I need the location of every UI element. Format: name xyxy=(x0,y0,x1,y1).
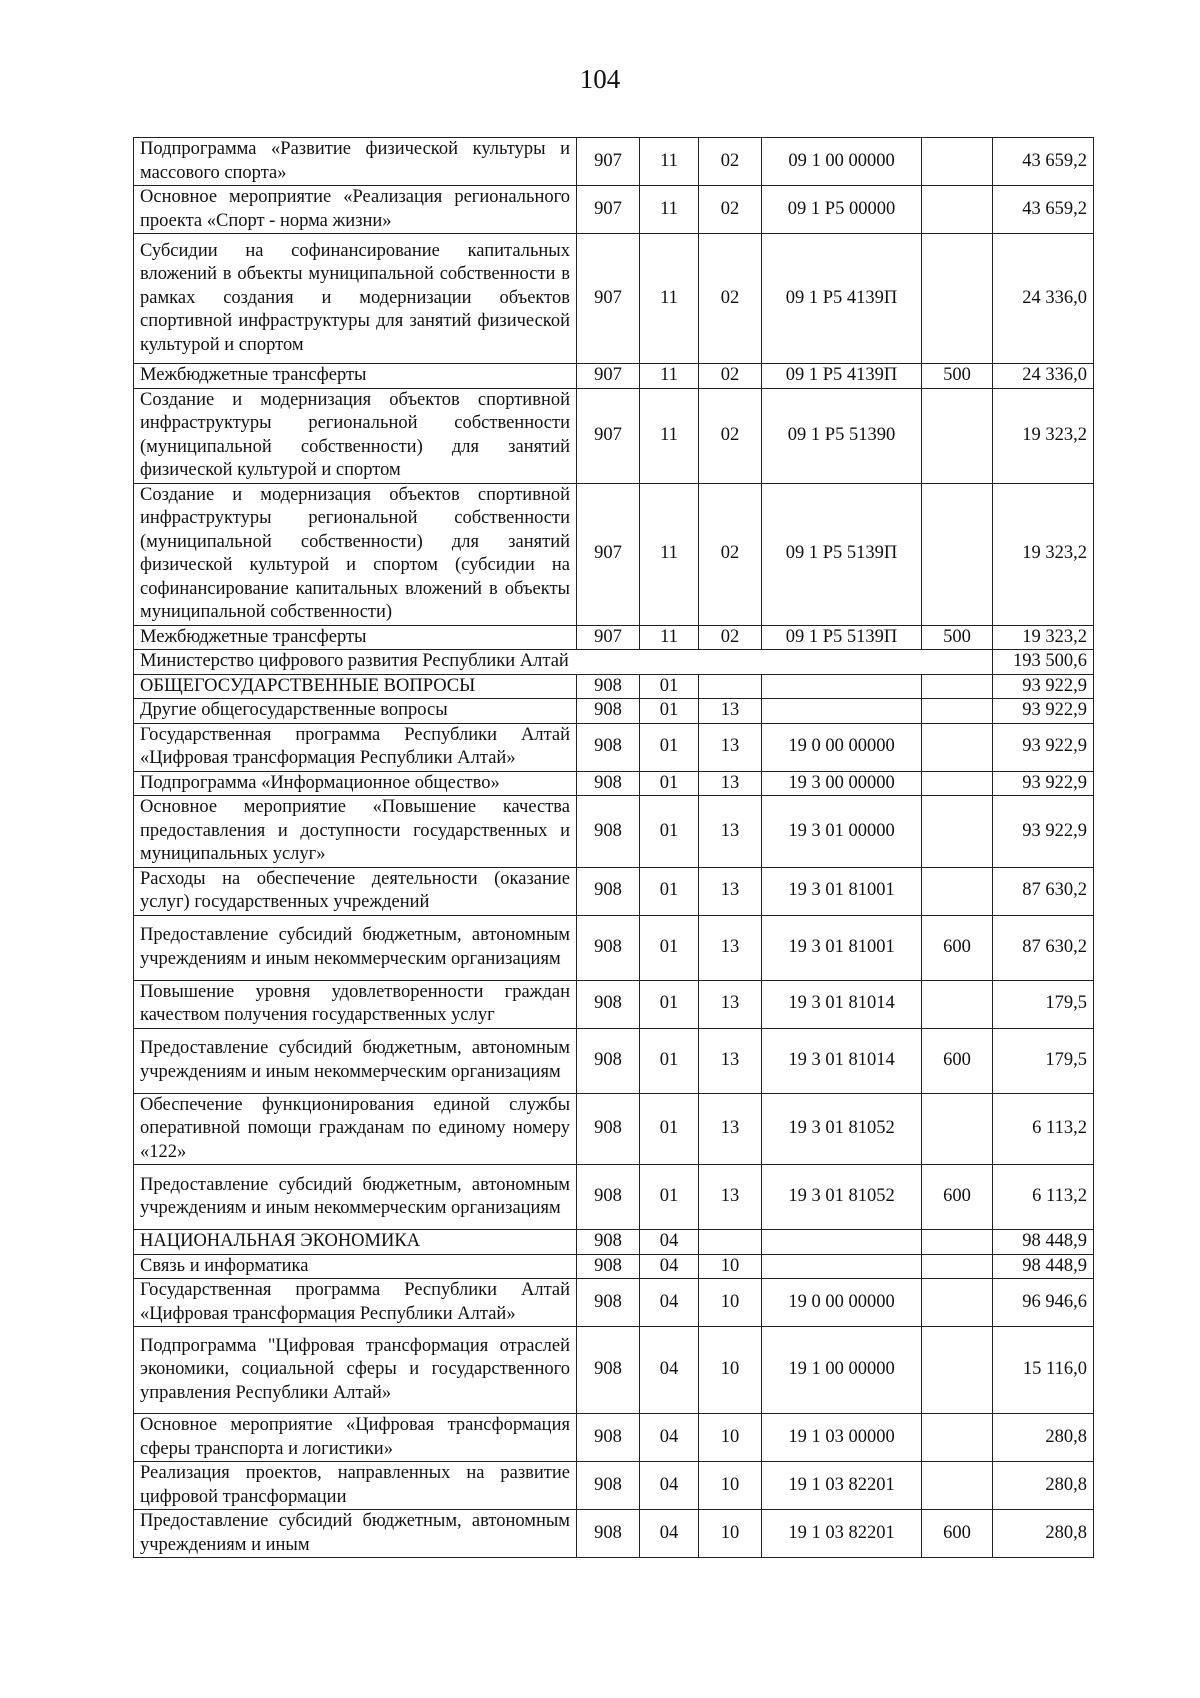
section-cell: 04 xyxy=(640,1230,699,1255)
table-row xyxy=(134,186,1094,234)
ministry-cell: 907 xyxy=(577,138,640,186)
target-article-cell: 09 1 P5 00000 xyxy=(762,186,922,234)
ministry-cell: 907 xyxy=(577,364,640,389)
section-cell: 04 xyxy=(640,1510,699,1558)
table-row xyxy=(134,1279,1094,1327)
subsection-cell: 02 xyxy=(699,388,762,483)
ministry-cell: 908 xyxy=(577,1254,640,1279)
expense-type-cell xyxy=(922,1462,993,1510)
ministry-cell: 908 xyxy=(577,1510,640,1558)
subsection-cell: 10 xyxy=(699,1414,762,1462)
row-name-cell: Расходы на обеспечение деятельности (оказание услуг) государственных учреждений xyxy=(134,867,577,915)
table-row xyxy=(134,1230,1094,1255)
table-row xyxy=(134,650,1094,675)
amount-cell: 24 336,0 xyxy=(993,364,1094,389)
row-name-cell: Создание и модернизация объектов спортивной инфраструктуры региональной собственности (муниципальной собственности) для занятий физической культурой и спортом (субсидии на софинансирование капитальных вложений в объекты муниципальной собственности) xyxy=(134,483,577,625)
amount-cell: 43 659,2 xyxy=(993,186,1094,234)
amount-cell: 6 113,2 xyxy=(993,1093,1094,1165)
target-article-cell: 19 3 01 81014 xyxy=(762,1028,922,1093)
target-article-cell xyxy=(762,699,922,724)
ministry-cell: 908 xyxy=(577,867,640,915)
subsection-cell: 13 xyxy=(699,915,762,980)
subsection-cell: 02 xyxy=(699,186,762,234)
section-cell: 01 xyxy=(640,796,699,868)
table-row xyxy=(134,1462,1094,1510)
target-article-cell: 19 3 01 81014 xyxy=(762,980,922,1028)
subsection-cell: 02 xyxy=(699,364,762,389)
section-cell: 11 xyxy=(640,234,699,364)
table-row xyxy=(134,699,1094,724)
amount-cell: 280,8 xyxy=(993,1510,1094,1558)
target-article-cell xyxy=(762,1230,922,1255)
amount-cell: 93 922,9 xyxy=(993,796,1094,868)
row-name-cell: Связь и информатика xyxy=(134,1254,577,1279)
table-row xyxy=(134,796,1094,868)
section-cell: 04 xyxy=(640,1462,699,1510)
target-article-cell: 09 1 P5 4139П xyxy=(762,234,922,364)
section-cell: 11 xyxy=(640,364,699,389)
target-article-cell: 09 1 P5 5139П xyxy=(762,483,922,625)
section-cell: 11 xyxy=(640,186,699,234)
subsection-cell: 10 xyxy=(699,1254,762,1279)
ministry-cell: 908 xyxy=(577,1165,640,1230)
expense-type-cell xyxy=(922,186,993,234)
table-row xyxy=(134,1414,1094,1462)
amount-cell: 19 323,2 xyxy=(993,483,1094,625)
section-cell: 04 xyxy=(640,1254,699,1279)
amount-cell: 193 500,6 xyxy=(993,650,1094,675)
ministry-cell: 908 xyxy=(577,1279,640,1327)
row-name-cell: Министерство цифрового развития Республики Алтай xyxy=(134,650,993,675)
table-row xyxy=(134,1028,1094,1093)
row-name-cell: Реализация проектов, направленных на развитие цифровой трансформации xyxy=(134,1462,577,1510)
expense-type-cell xyxy=(922,723,993,771)
subsection-cell xyxy=(699,1230,762,1255)
amount-cell: 93 922,9 xyxy=(993,723,1094,771)
expense-type-cell xyxy=(922,1093,993,1165)
amount-cell: 15 116,0 xyxy=(993,1327,1094,1414)
subsection-cell: 13 xyxy=(699,796,762,868)
ministry-cell: 908 xyxy=(577,1327,640,1414)
ministry-cell: 908 xyxy=(577,699,640,724)
expense-type-cell: 600 xyxy=(922,1165,993,1230)
ministry-cell: 908 xyxy=(577,723,640,771)
row-name-cell: Государственная программа Республики Алтай «Цифровая трансформация Республики Алтай» xyxy=(134,723,577,771)
section-cell: 01 xyxy=(640,699,699,724)
target-article-cell: 09 1 P5 5139П xyxy=(762,625,922,650)
amount-cell: 280,8 xyxy=(993,1414,1094,1462)
amount-cell: 98 448,9 xyxy=(993,1254,1094,1279)
amount-cell: 96 946,6 xyxy=(993,1279,1094,1327)
target-article-cell: 19 3 01 81052 xyxy=(762,1093,922,1165)
table-row xyxy=(134,234,1094,364)
expense-type-cell xyxy=(922,1414,993,1462)
subsection-cell: 13 xyxy=(699,1028,762,1093)
subsection-cell: 02 xyxy=(699,234,762,364)
section-cell: 01 xyxy=(640,723,699,771)
expense-type-cell: 600 xyxy=(922,915,993,980)
subsection-cell: 10 xyxy=(699,1279,762,1327)
page-number: 104 xyxy=(579,64,621,94)
ministry-cell: 908 xyxy=(577,980,640,1028)
subsection-cell: 02 xyxy=(699,483,762,625)
subsection-cell: 13 xyxy=(699,771,762,796)
expense-type-cell xyxy=(922,699,993,724)
table-row xyxy=(134,980,1094,1028)
expense-type-cell: 600 xyxy=(922,1510,993,1558)
table-row xyxy=(134,483,1094,625)
row-name-cell: НАЦИОНАЛЬНАЯ ЭКОНОМИКА xyxy=(134,1230,577,1255)
row-name-cell: Основное мероприятие «Повышение качества предоставления и доступности государственных и муниципальных услуг» xyxy=(134,796,577,868)
amount-cell: 93 922,9 xyxy=(993,699,1094,724)
table-row xyxy=(134,1093,1094,1165)
ministry-cell: 908 xyxy=(577,1230,640,1255)
amount-cell: 179,5 xyxy=(993,980,1094,1028)
expense-type-cell xyxy=(922,483,993,625)
row-name-cell: Государственная программа Республики Алтай «Цифровая трансформация Республики Алтай» xyxy=(134,1279,577,1327)
table-row xyxy=(134,867,1094,915)
ministry-cell: 908 xyxy=(577,1028,640,1093)
target-article-cell: 19 3 01 81001 xyxy=(762,915,922,980)
row-name-cell: Другие общегосударственные вопросы xyxy=(134,699,577,724)
table-row xyxy=(134,625,1094,650)
amount-cell: 280,8 xyxy=(993,1462,1094,1510)
subsection-cell: 10 xyxy=(699,1510,762,1558)
expense-type-cell xyxy=(922,138,993,186)
section-cell: 01 xyxy=(640,771,699,796)
subsection-cell: 13 xyxy=(699,867,762,915)
row-name-cell: Основное мероприятие «Реализация регионального проекта «Спорт - норма жизни» xyxy=(134,186,577,234)
expense-type-cell: 500 xyxy=(922,625,993,650)
amount-cell: 93 922,9 xyxy=(993,771,1094,796)
section-cell: 01 xyxy=(640,867,699,915)
row-name-cell: Субсидии на софинансирование капитальных вложений в объекты муниципальной собственности в рамках создания и модернизации объектов спортивной инфраструктуры для занятий физической культурой и спортом xyxy=(134,234,577,364)
section-cell: 01 xyxy=(640,674,699,699)
section-cell: 01 xyxy=(640,980,699,1028)
subsection-cell: 13 xyxy=(699,1093,762,1165)
row-name-cell: Основное мероприятие «Цифровая трансформация сферы транспорта и логистики» xyxy=(134,1414,577,1462)
expense-type-cell xyxy=(922,771,993,796)
subsection-cell: 13 xyxy=(699,1165,762,1230)
amount-cell: 93 922,9 xyxy=(993,674,1094,699)
row-name-cell: Создание и модернизация объектов спортивной инфраструктуры региональной собственности (муниципальной собственности) для занятий физической культурой и спортом xyxy=(134,388,577,483)
table-row xyxy=(134,771,1094,796)
expense-type-cell: 600 xyxy=(922,1028,993,1093)
section-cell: 04 xyxy=(640,1327,699,1414)
target-article-cell: 19 3 00 00000 xyxy=(762,771,922,796)
target-article-cell xyxy=(762,674,922,699)
table-row xyxy=(134,138,1094,186)
row-name-cell: Подпрограмма "Цифровая трансформация отраслей экономики, социальной сферы и государственного управления Республики Алтай» xyxy=(134,1327,577,1414)
target-article-cell: 19 0 00 00000 xyxy=(762,723,922,771)
expense-type-cell xyxy=(922,1254,993,1279)
expense-type-cell xyxy=(922,388,993,483)
amount-cell: 19 323,2 xyxy=(993,388,1094,483)
ministry-cell: 908 xyxy=(577,1414,640,1462)
target-article-cell: 19 0 00 00000 xyxy=(762,1279,922,1327)
table-row xyxy=(134,915,1094,980)
amount-cell: 6 113,2 xyxy=(993,1165,1094,1230)
target-article-cell: 19 1 03 82201 xyxy=(762,1510,922,1558)
expense-type-cell xyxy=(922,234,993,364)
subsection-cell xyxy=(699,674,762,699)
subsection-cell: 02 xyxy=(699,138,762,186)
target-article-cell: 19 1 00 00000 xyxy=(762,1327,922,1414)
section-cell: 04 xyxy=(640,1414,699,1462)
expense-type-cell xyxy=(922,1230,993,1255)
row-name-cell: Подпрограмма «Развитие физической культуры и массового спорта» xyxy=(134,138,577,186)
subsection-cell: 10 xyxy=(699,1327,762,1414)
target-article-cell xyxy=(762,1254,922,1279)
ministry-cell: 907 xyxy=(577,388,640,483)
ministry-cell: 907 xyxy=(577,186,640,234)
ministry-cell: 908 xyxy=(577,796,640,868)
ministry-cell: 907 xyxy=(577,234,640,364)
ministry-cell: 907 xyxy=(577,483,640,625)
table-row xyxy=(134,1254,1094,1279)
expense-type-cell xyxy=(922,867,993,915)
ministry-cell: 908 xyxy=(577,771,640,796)
target-article-cell: 19 1 03 00000 xyxy=(762,1414,922,1462)
amount-cell: 19 323,2 xyxy=(993,625,1094,650)
amount-cell: 98 448,9 xyxy=(993,1230,1094,1255)
subsection-cell: 10 xyxy=(699,1462,762,1510)
expense-type-cell xyxy=(922,980,993,1028)
amount-cell: 87 630,2 xyxy=(993,867,1094,915)
section-cell: 01 xyxy=(640,1093,699,1165)
section-cell: 01 xyxy=(640,1165,699,1230)
table-row xyxy=(134,364,1094,389)
budget-table xyxy=(133,137,1094,1558)
amount-cell: 24 336,0 xyxy=(993,234,1094,364)
target-article-cell: 19 3 01 81001 xyxy=(762,867,922,915)
table-row xyxy=(134,1165,1094,1230)
target-article-cell: 19 3 01 81052 xyxy=(762,1165,922,1230)
section-cell: 04 xyxy=(640,1279,699,1327)
row-name-cell: Межбюджетные трансферты xyxy=(134,625,577,650)
expense-type-cell xyxy=(922,1327,993,1414)
table-row xyxy=(134,674,1094,699)
table-row xyxy=(134,723,1094,771)
ministry-cell: 908 xyxy=(577,674,640,699)
ministry-cell: 908 xyxy=(577,915,640,980)
row-name-cell: Предоставление субсидий бюджетным, автономным учреждениям и иным некоммерческим организациям xyxy=(134,915,577,980)
table-row xyxy=(134,388,1094,483)
amount-cell: 43 659,2 xyxy=(993,138,1094,186)
subsection-cell: 13 xyxy=(699,699,762,724)
subsection-cell: 13 xyxy=(699,980,762,1028)
row-name-cell: Повышение уровня удовлетворенности граждан качеством получения государственных услуг xyxy=(134,980,577,1028)
target-article-cell: 09 1 P5 4139П xyxy=(762,364,922,389)
ministry-cell: 907 xyxy=(577,625,640,650)
section-cell: 11 xyxy=(640,483,699,625)
table-row xyxy=(134,1510,1094,1558)
expense-type-cell xyxy=(922,674,993,699)
amount-cell: 87 630,2 xyxy=(993,915,1094,980)
table-row xyxy=(134,1327,1094,1414)
expense-type-cell: 500 xyxy=(922,364,993,389)
section-cell: 01 xyxy=(640,1028,699,1093)
section-cell: 01 xyxy=(640,915,699,980)
row-name-cell: Предоставление субсидий бюджетным, автономным учреждениям и иным некоммерческим организациям xyxy=(134,1165,577,1230)
amount-cell: 179,5 xyxy=(993,1028,1094,1093)
section-cell: 11 xyxy=(640,138,699,186)
row-name-cell: Обеспечение функционирования единой службы оперативной помощи гражданам по единому номеру «122» xyxy=(134,1093,577,1165)
table-body xyxy=(134,138,1094,1558)
row-name-cell: Предоставление субсидий бюджетным, автономным учреждениям и иным xyxy=(134,1510,577,1558)
ministry-cell: 908 xyxy=(577,1093,640,1165)
expense-type-cell xyxy=(922,796,993,868)
section-cell: 11 xyxy=(640,388,699,483)
subsection-cell: 02 xyxy=(699,625,762,650)
target-article-cell: 09 1 P5 51390 xyxy=(762,388,922,483)
row-name-cell: Предоставление субсидий бюджетным, автономным учреждениям и иным некоммерческим организациям xyxy=(134,1028,577,1093)
row-name-cell: Подпрограмма «Информационное общество» xyxy=(134,771,577,796)
row-name-cell: ОБЩЕГОСУДАРСТВЕННЫЕ ВОПРОСЫ xyxy=(134,674,577,699)
expense-type-cell xyxy=(922,1279,993,1327)
target-article-cell: 09 1 00 00000 xyxy=(762,138,922,186)
ministry-cell: 908 xyxy=(577,1462,640,1510)
row-name-cell: Межбюджетные трансферты xyxy=(134,364,577,389)
section-cell: 11 xyxy=(640,625,699,650)
target-article-cell: 19 1 03 82201 xyxy=(762,1462,922,1510)
target-article-cell: 19 3 01 00000 xyxy=(762,796,922,868)
subsection-cell: 13 xyxy=(699,723,762,771)
